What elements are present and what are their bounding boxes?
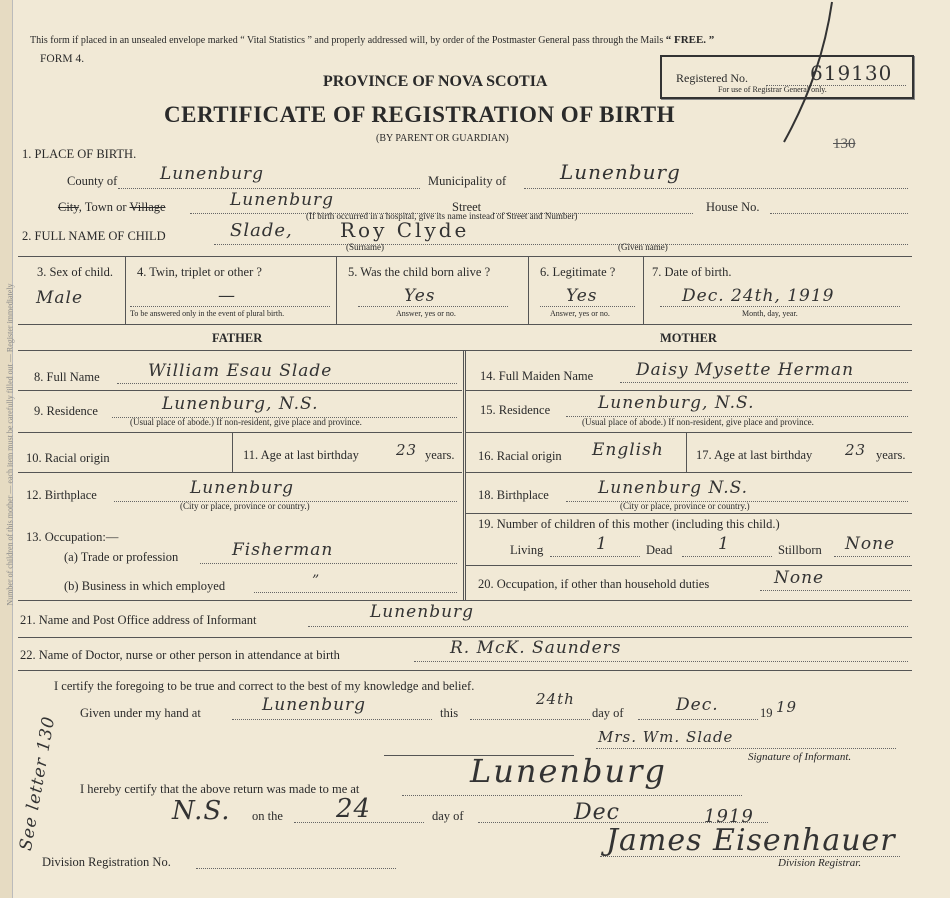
- informant-signature-caption: Signature of Informant.: [748, 751, 852, 763]
- informant-value: Lunenburg: [370, 602, 475, 622]
- living-value: 1: [596, 534, 608, 554]
- legitimate-note: Answer, yes or no.: [550, 309, 610, 318]
- father-occupation-label: 13. Occupation:—: [26, 530, 119, 544]
- stillborn-value: None: [845, 534, 896, 554]
- mother-age-label: 17. Age at last birthday: [696, 448, 813, 462]
- child-given-name: Roy Clyde: [340, 218, 470, 242]
- mother-residence-note: (Usual place of abode.) If non-resident, give place and province.: [582, 417, 814, 427]
- street-note: (If birth occurred in a hospital, give its name instead of Street and Number): [306, 211, 578, 221]
- mail-notice-text: This form if placed in an unsealed envelope marked “ Vital Statistics ” and properly addressed will, by order of the Postmaster General pass through the Mails: [30, 35, 664, 46]
- mother-residence-value: Lunenburg, N.S.: [598, 393, 755, 413]
- registrar-statement: I hereby certify that the above return was made to me at: [80, 782, 360, 796]
- father-birthplace-note: (City or place, province or country.): [180, 501, 310, 511]
- mother-birthplace-label: 18. Birthplace: [478, 488, 549, 502]
- street-label: Street: [452, 200, 482, 214]
- town-label: [58, 201, 166, 214]
- form-number: FORM 4.: [40, 53, 85, 65]
- mother-children-label: 19. Number of children of this mother (including this child.): [478, 517, 780, 531]
- child-surname: Slade,: [230, 220, 293, 241]
- informant-label: 21. Name and Post Office address of Informant: [20, 613, 257, 627]
- registrar-general-note: For use of Registrar General only.: [718, 85, 827, 94]
- division-registrar-caption: Division Registrar.: [778, 857, 862, 869]
- given-year-prefix: 19: [760, 706, 773, 720]
- given-day-of-label: day of: [592, 706, 624, 720]
- town-label-town: , Town or: [78, 200, 127, 214]
- twin-value: —: [218, 286, 236, 306]
- registrar-month-value: Dec: [574, 800, 620, 825]
- mother-birthplace-value: Lunenburg N.S.: [598, 478, 749, 498]
- dead-label: Dead: [646, 543, 673, 557]
- registrar-day-of-label: day of: [432, 809, 464, 823]
- house-number-label: House No.: [706, 200, 760, 214]
- given-under-hand-label: Given under my hand at: [80, 706, 201, 720]
- given-year-value: 19: [776, 698, 798, 716]
- mother-heading: MOTHER: [660, 331, 717, 345]
- father-business-value: ”: [312, 573, 321, 589]
- registrar-province-value: N.S.: [172, 796, 231, 826]
- registrar-day-value: 24: [336, 794, 372, 824]
- province-heading: PROVINCE OF NOVA SCOTIA: [323, 73, 548, 90]
- father-name-value: William Esau Slade: [148, 361, 333, 381]
- father-name-label: 8. Full Name: [34, 370, 100, 384]
- given-place-value: Lunenburg: [262, 695, 367, 715]
- division-registrar-signature: James Eisenhauer: [606, 823, 896, 858]
- doctor-value: R. McK. Saunders: [450, 638, 622, 658]
- living-label: Living: [510, 543, 544, 557]
- stillborn-label: Stillborn: [778, 543, 822, 557]
- born-alive-note: Answer, yes or no.: [396, 309, 456, 318]
- on-the-label: on the: [252, 809, 283, 823]
- pen-stroke-mark: [770, 0, 840, 150]
- date-of-birth-note: Month, day, year.: [742, 309, 798, 318]
- legitimate-value: Yes: [566, 286, 598, 306]
- father-residence-value: Lunenburg, N.S.: [162, 394, 319, 414]
- sex-label: 3. Sex of child.: [37, 265, 114, 279]
- municipality-label: Municipality of: [428, 174, 507, 188]
- registrar-place-value: Lunenburg: [470, 752, 667, 790]
- father-age-unit: years.: [425, 448, 455, 462]
- informant-signature: Mrs. Wm. Slade: [598, 728, 734, 746]
- county-value: Lunenburg: [160, 164, 265, 184]
- born-alive-label: 5. Was the child born alive ?: [348, 265, 491, 279]
- father-business-label: (b) Business in which employed: [64, 579, 226, 593]
- registered-number-value: 619130: [810, 61, 893, 85]
- mother-occupation-label: 20. Occupation, if other than household duties: [478, 577, 710, 591]
- certify-statement: I certify the foregoing to be true and correct to the best of my knowledge and belief.: [54, 679, 475, 693]
- certificate-subtitle: (BY PARENT OR GUARDIAN): [376, 133, 509, 144]
- sex-value: Male: [36, 288, 84, 308]
- child-name-label: 2. FULL NAME OF CHILD: [22, 229, 166, 243]
- mother-age-value: 23: [845, 441, 867, 459]
- twin-label: 4. Twin, triplet or other ?: [137, 265, 262, 279]
- mother-occupation-value: None: [774, 568, 825, 588]
- left-margin-strip: [0, 0, 13, 898]
- municipality-value: Lunenburg: [560, 160, 681, 184]
- division-registration-label: Division Registration No.: [42, 855, 171, 869]
- doctor-label: 22. Name of Doctor, nurse or other person in attendance at birth: [20, 648, 340, 662]
- father-residence-note: (Usual place of abode.) If non-resident, give place and province.: [130, 417, 362, 427]
- mother-residence-label: 15. Residence: [480, 403, 551, 417]
- mail-notice-free: “ FREE. ”: [665, 34, 715, 46]
- certificate-title: CERTIFICATE OF REGISTRATION OF BIRTH: [164, 102, 675, 127]
- father-trade-value: Fisherman: [232, 540, 334, 560]
- given-month-value: Dec.: [676, 695, 719, 715]
- given-name-caption: (Given name): [618, 242, 668, 252]
- father-birthplace-label: 12. Birthplace: [26, 488, 97, 502]
- margin-note: See letter 130: [16, 714, 60, 853]
- father-age-label: 11. Age at last birthday: [243, 448, 359, 462]
- father-heading: FATHER: [212, 331, 263, 345]
- twin-note: To be answered only in the event of plural birth.: [130, 309, 285, 318]
- mother-name-label: 14. Full Maiden Name: [480, 369, 594, 383]
- margin-number: 130: [833, 136, 856, 152]
- given-day-value: 24th: [536, 690, 575, 708]
- dead-value: 1: [718, 534, 730, 554]
- county-label: County of: [67, 174, 118, 188]
- mother-age-unit: years.: [876, 448, 906, 462]
- town-label-city: City: [58, 200, 79, 214]
- mail-notice: [30, 35, 714, 46]
- town-label-village: Village: [129, 200, 166, 214]
- margin-text: Number of children of this mother — each item must be carefully filled out — Register immediately: [5, 283, 15, 606]
- surname-caption: (Surname): [346, 242, 384, 252]
- father-birthplace-value: Lunenburg: [190, 478, 295, 498]
- father-racial-origin-label: 10. Racial origin: [26, 451, 110, 465]
- registrar-year-value: 1919: [704, 806, 754, 827]
- this-label: this: [440, 706, 459, 720]
- father-residence-label: 9. Residence: [34, 404, 98, 418]
- legitimate-label: 6. Legitimate ?: [540, 265, 616, 279]
- mother-racial-origin-value: English: [592, 440, 664, 460]
- mother-racial-origin-label: 16. Racial origin: [478, 449, 562, 463]
- father-trade-label: (a) Trade or profession: [64, 550, 179, 564]
- date-of-birth-label: 7. Date of birth.: [652, 265, 732, 279]
- born-alive-value: Yes: [404, 286, 436, 306]
- place-of-birth-heading: 1. PLACE OF BIRTH.: [22, 147, 137, 161]
- mother-birthplace-note: (City or place, province or country.): [620, 501, 750, 511]
- registered-label: Registered No.: [676, 71, 748, 85]
- date-of-birth-value: Dec. 24th, 1919: [682, 286, 835, 306]
- town-value: Lunenburg: [230, 190, 335, 210]
- father-age-value: 23: [396, 441, 418, 459]
- mother-name-value: Daisy Mysette Herman: [636, 360, 855, 380]
